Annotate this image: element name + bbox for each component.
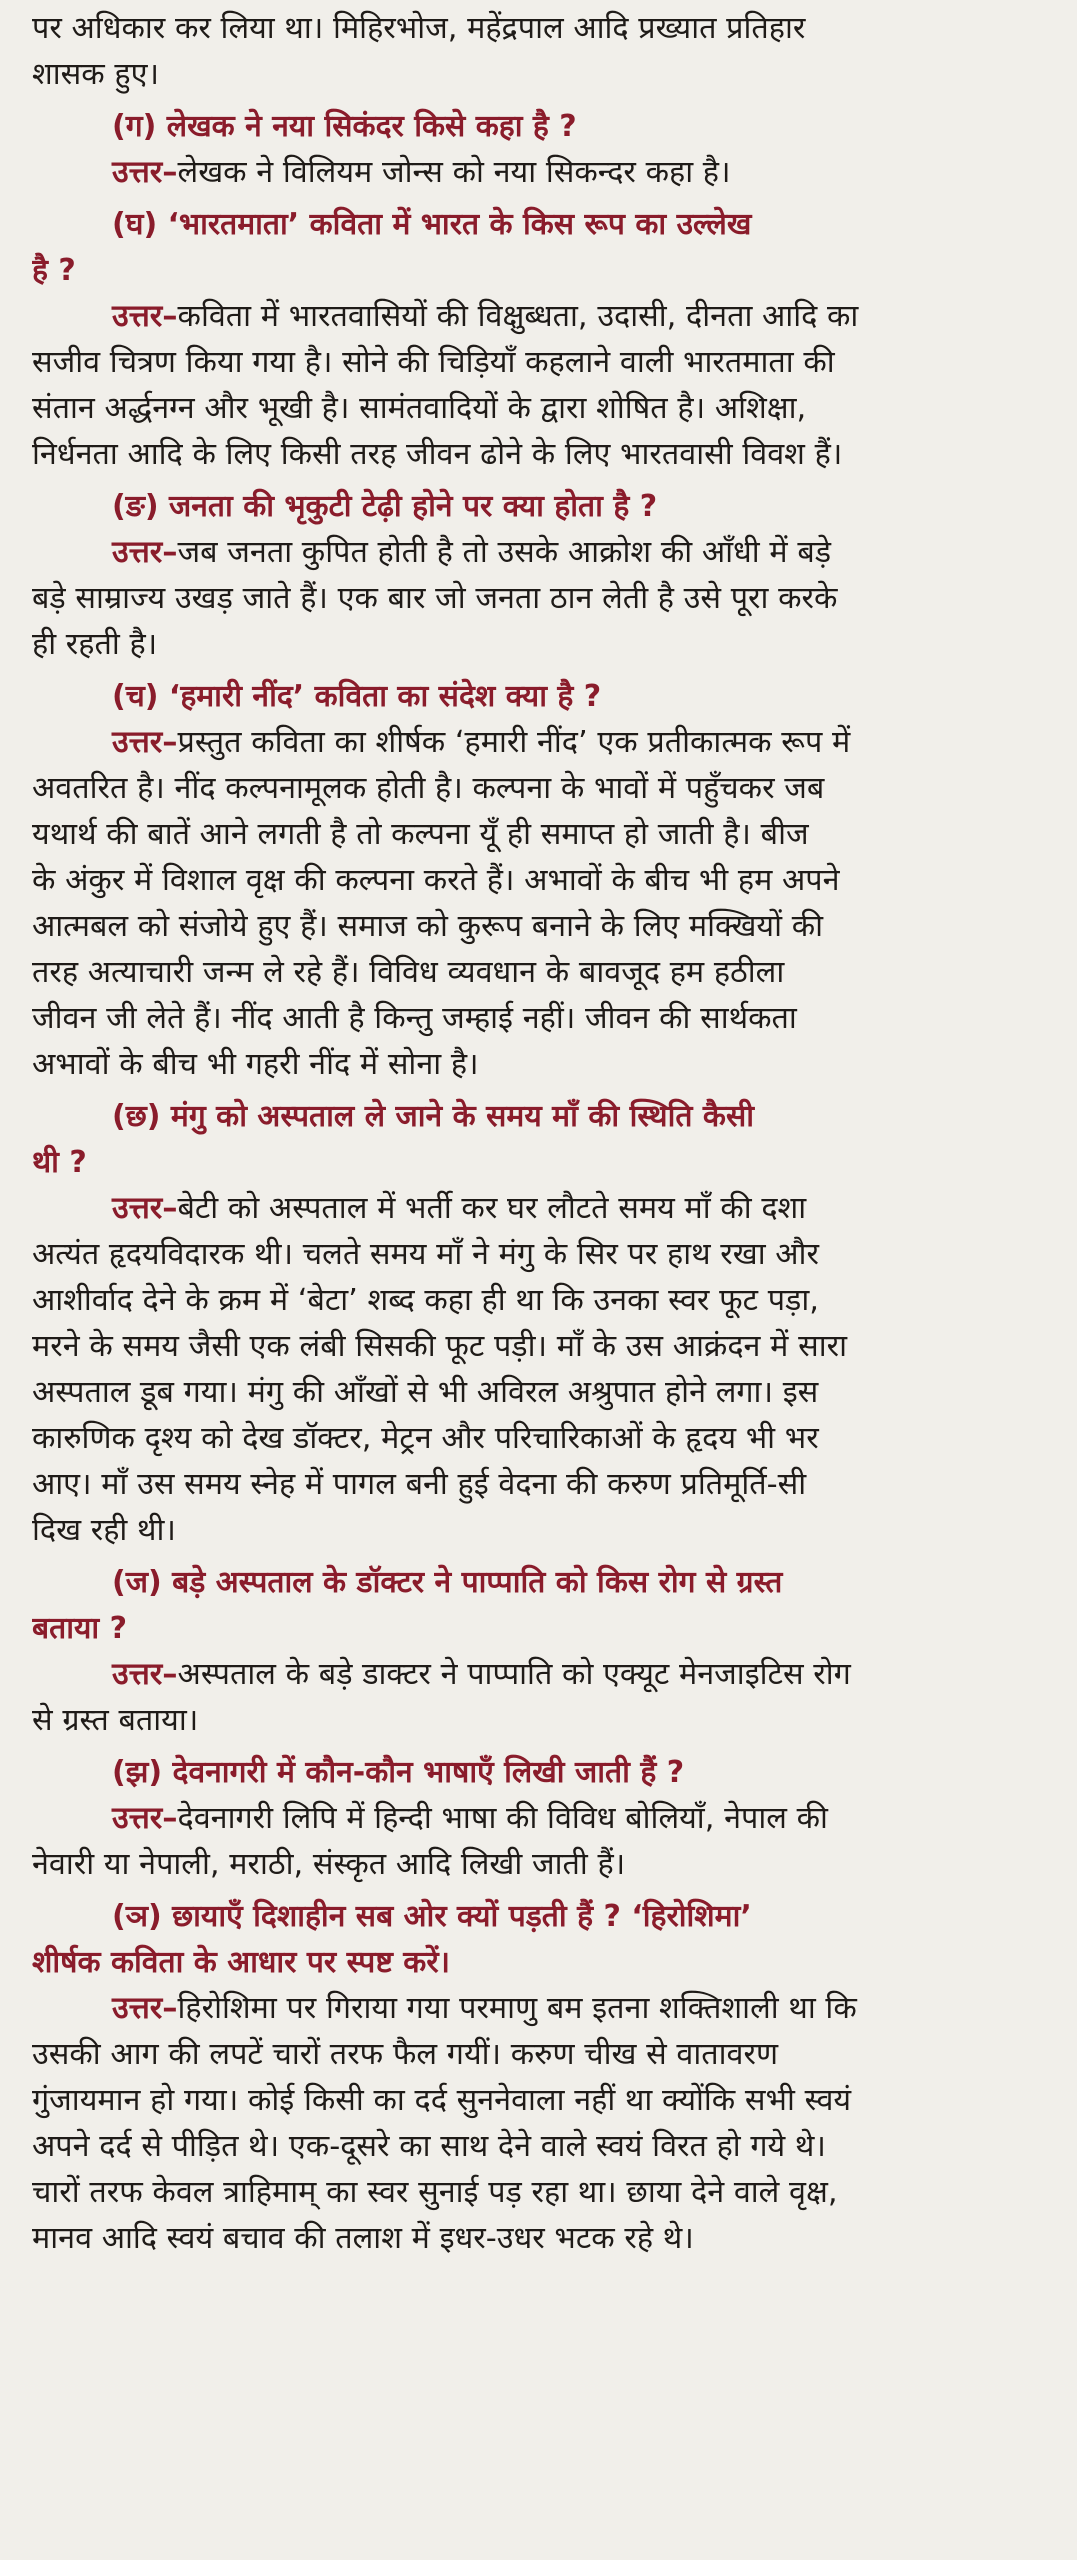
answer-text: देवनागरी लिपि में हिन्दी भाषा की विविध बोलियाँ, नेपाल की xyxy=(177,1801,828,1836)
answer-line: अभावों के बीच भी गहरी नींद में सोना है। xyxy=(32,1047,479,1082)
answer-line: गुंजायमान हो गया। कोई किसी का दर्द सुननेवाला नहीं था क्योंकि सभी स्वयं xyxy=(32,2083,852,2118)
answer-line: अस्पताल डूब गया। मंगु की आँखों से भी अविरल अश्रुपात होने लगा। इस xyxy=(32,1375,819,1410)
answer-line: दिख रही थी। xyxy=(32,1513,176,1548)
qa-section xyxy=(32,1750,1055,1888)
answer-text: कविता में भारतवासियों की विक्षुब्धता, उदासी, दीनता आदि का xyxy=(177,299,859,334)
answer-line: बड़े साम्राज्य उखड़ जाते हैं। एक बार जो जनता ठान लेती है उसे पूरा करके xyxy=(32,581,838,616)
answer-line: अपने दर्द से पीड़ित थे। एक-दूसरे का साथ देने वाले स्वयं विरत हो गये थे। xyxy=(32,2129,826,2164)
question-heading: थी ? xyxy=(32,1145,87,1180)
answer-text: जब जनता कुपित होती है तो उसके आक्रोश की आँधी में बड़े xyxy=(177,535,832,570)
answer-line: मानव आदि स्वयं बचाव की तलाश में इधर-उधर भटक रहे थे। xyxy=(32,2221,694,2256)
intro-paragraph xyxy=(32,6,1055,98)
answer-line: आत्मबल को संजोये हुए हैं। समाज को कुरूप बनाने के लिए मक्खियों की xyxy=(32,909,824,944)
answer-line: मरने के समय जैसी एक लंबी सिसकी फूट पड़ी। माँ के उस आक्रंदन में सारा xyxy=(32,1329,847,1364)
answer-line: अवतरित है। नींद कल्पनामूलक होती है। कल्पना के भावों में पहुँचकर जब xyxy=(32,771,825,806)
answer-line: उसकी आग की लपटें चारों तरफ फैल गयीं। करुण चीख से वातावरण xyxy=(32,2037,779,2072)
answer-line xyxy=(32,530,1055,576)
qa-section xyxy=(32,104,1055,196)
answer-line: संतान अर्द्धनग्न और भूखी है। सामंतवादियों के द्वारा शोषित है। अशिक्षा, xyxy=(32,391,807,426)
qa-section xyxy=(32,674,1055,1088)
answer-label: उत्तर– xyxy=(112,1657,178,1692)
answer-text: प्रस्तुत कविता का शीर्षक ‘हमारी नींद’ एक प्रतीकात्मक रूप में xyxy=(177,725,851,760)
question-heading: (छ) मंगु को अस्पताल ले जाने के समय माँ की स्थिति कैसी xyxy=(112,1099,754,1134)
answer-line: के अंकुर में विशाल वृक्ष की कल्पना करते हैं। अभावों के बीच भी हम अपने xyxy=(32,863,840,898)
answer-line xyxy=(32,1986,1055,2032)
answer-line: आए। माँ उस समय स्नेह में पागल बनी हुई वेदना की करुण प्रतिमूर्ति-सी xyxy=(32,1467,807,1502)
answer-line xyxy=(32,1652,1055,1698)
answer-line: ही रहती है। xyxy=(32,627,158,662)
answer-line: अत्यंत हृदयविदारक थी। चलते समय माँ ने मंगु के सिर पर हाथ रखा और xyxy=(32,1237,819,1272)
answer-line xyxy=(32,1796,1055,1842)
answer-line: आशीर्वाद देने के क्रम में ‘बेटा’ शब्द कहा ही था कि उनका स्वर फूट पड़ा, xyxy=(32,1283,819,1318)
answer-line: यथार्थ की बातें आने लगती है तो कल्पना यूँ ही समाप्त हो जाती है। बीज xyxy=(32,817,809,852)
question-heading: (घ) ‘भारतमाता’ कविता में भारत के किस रूप का उल्लेख xyxy=(112,207,752,242)
answer-line xyxy=(32,720,1055,766)
question-heading: (ज) बड़े अस्पताल के डॉक्टर ने पाप्पाति को किस रोग से ग्रस्त xyxy=(112,1565,783,1600)
question-heading: (ङ) जनता की भृकुटी टेढ़ी होने पर क्या होता है ? xyxy=(112,489,658,524)
question-heading: है ? xyxy=(32,253,76,288)
question-heading: (च) ‘हमारी नींद’ कविता का संदेश क्या है ? xyxy=(112,679,602,714)
answer-label: उत्तर– xyxy=(112,535,178,570)
answer-line xyxy=(32,1186,1055,1232)
answer-label: उत्तर– xyxy=(112,1801,178,1836)
answer-line: कारुणिक दृश्य को देख डॉक्टर, मेट्रन और परिचारिकाओं के हृदय भी भर xyxy=(32,1421,819,1456)
body-line: पर अधिकार कर लिया था। मिहिरभोज, महेंद्रपाल आदि प्रख्यात प्रतिहार xyxy=(32,11,806,46)
qa-section xyxy=(32,484,1055,668)
question-heading: (ञ) छायाएँ दिशाहीन सब ओर क्यों पड़ती हैं ? ‘हिरोशिमा’ xyxy=(112,1899,752,1934)
question-heading: शीर्षक कविता के आधार पर स्पष्ट करें। xyxy=(32,1945,450,1980)
answer-label: उत्तर– xyxy=(112,299,178,334)
answer-line: नेवारी या नेपाली, मराठी, संस्कृत आदि लिखी जाती हैं। xyxy=(32,1847,626,1882)
qa-section xyxy=(32,1560,1055,1744)
answer-label: उत्तर– xyxy=(112,155,178,190)
body-line: शासक हुए। xyxy=(32,57,159,92)
answer-line: तरह अत्याचारी जन्म ले रहे हैं। विविध व्यवधान के बावजूद हम हठीला xyxy=(32,955,785,990)
answer-text: अस्पताल के बड़े डाक्टर ने पाप्पाति को एक्यूट मेनजाइटिस रोग xyxy=(177,1657,851,1692)
qa-section xyxy=(32,1094,1055,1554)
answer-line: निर्धनता आदि के लिए किसी तरह जीवन ढोने के लिए भारतवासी विवश हैं। xyxy=(32,437,843,472)
answer-text: बेटी को अस्पताल में भर्ती कर घर लौटते समय माँ की दशा xyxy=(177,1191,807,1226)
answer-label: उत्तर– xyxy=(112,1191,178,1226)
answer-line xyxy=(32,294,1055,340)
answer-text: लेखक ने विलियम जोन्स को नया सिकन्दर कहा है। xyxy=(177,155,731,190)
answer-line: चारों तरफ केवल त्राहिमाम् का स्वर सुनाई पड़ रहा था। छाया देने वाले वृक्ष, xyxy=(32,2175,838,2210)
answer-text: हिरोशिमा पर गिराया गया परमाणु बम इतना शक्तिशाली था कि xyxy=(177,1991,857,2026)
answer-line xyxy=(32,150,1055,196)
answer-label: उत्तर– xyxy=(112,1991,178,2026)
qa-section xyxy=(32,202,1055,478)
answer-label: उत्तर– xyxy=(112,725,178,760)
question-heading: (झ) देवनागरी में कौन-कौन भाषाएँ लिखी जाती हैं ? xyxy=(112,1755,685,1790)
answer-line: से ग्रस्त बताया। xyxy=(32,1703,199,1738)
answer-line: सजीव चित्रण किया गया है। सोने की चिड़ियाँ कहलाने वाली भारतमाता की xyxy=(32,345,835,380)
answer-line: जीवन जी लेते हैं। नींद आती है किन्तु जम्हाई नहीं। जीवन की सार्थकता xyxy=(32,1001,797,1036)
qa-section xyxy=(32,1894,1055,2262)
question-heading: बताया ? xyxy=(32,1611,128,1646)
question-heading: (ग) लेखक ने नया सिकंदर किसे कहा है ? xyxy=(112,109,577,144)
